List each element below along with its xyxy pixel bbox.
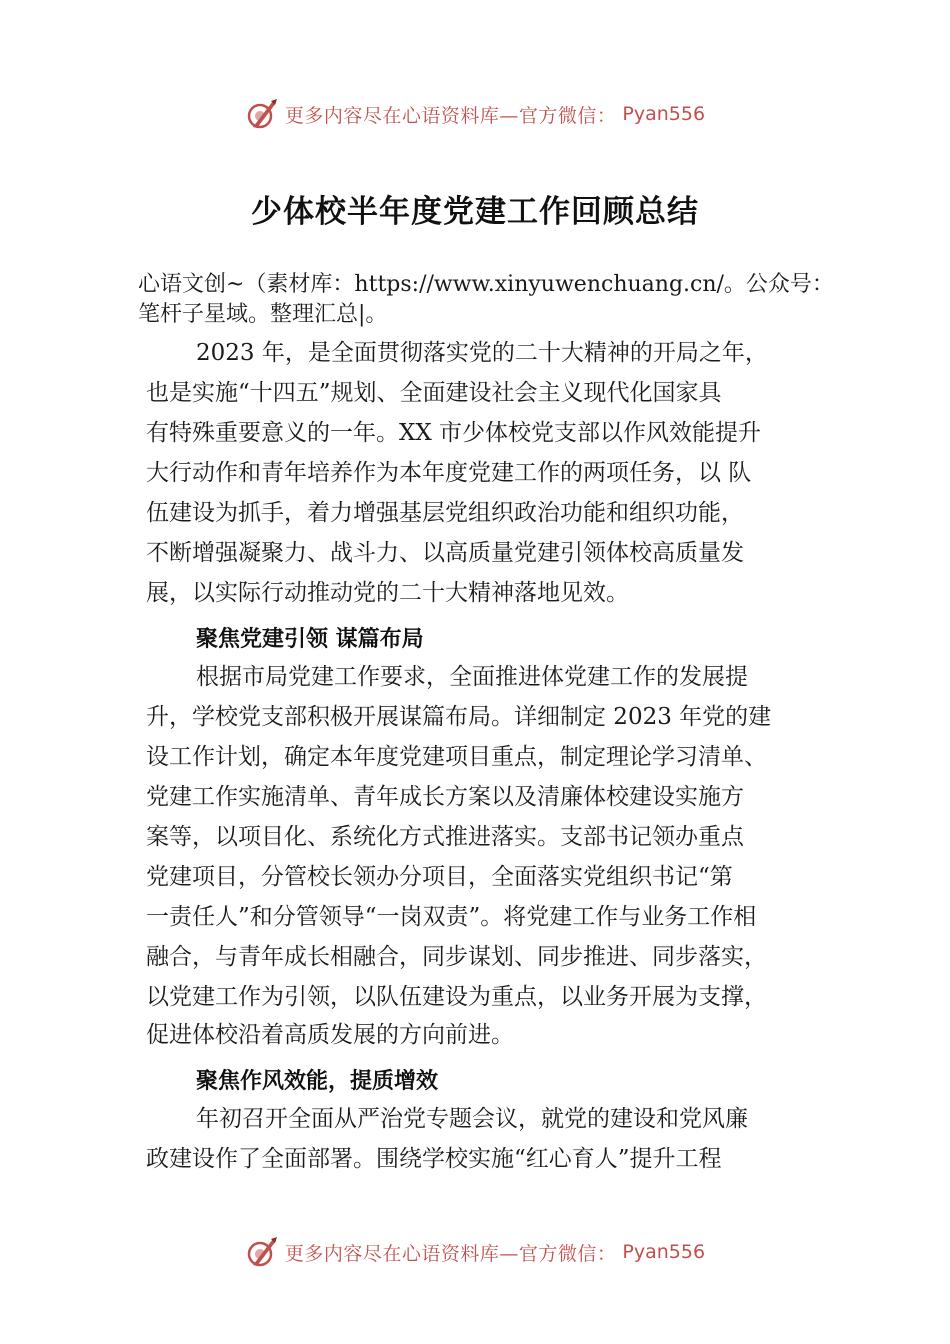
- text-line: 融合，与青年成长相融合，同步谋划、同步推进、同步落实，: [146, 944, 767, 970]
- text-line: 案等，以项目化、系统化方式推进落实。支部书记领办重点: [146, 824, 744, 850]
- banner-text: 更多内容尽在心语资料库—官方微信：: [284, 1242, 617, 1265]
- text-line: 政建设作了全面部署。围绕学校实施“红心育人”提升工程: [146, 1146, 722, 1172]
- text-line: 党建项目，分管校长领办分项目，全面落实党组织书记“第: [146, 864, 733, 890]
- banner-wechat-id: Pyan556: [622, 1241, 706, 1263]
- banner-text: 更多内容尽在心语资料库—官方微信：: [284, 104, 617, 127]
- text-line: 有特殊重要意义的一年。XX 市少体校党支部以作风效能提升: [146, 420, 762, 446]
- text-line: 大行动作和青年培养作为本年度党建工作的两项任务，以 队: [146, 460, 752, 486]
- document-title: 少体校半年度党建工作回顾总结: [251, 194, 699, 230]
- section-heading: 聚焦党建引领 谋篇布局: [196, 627, 424, 652]
- brush-logo-icon: [245, 1235, 279, 1269]
- source-note: 心语文创~（素材库：https://www.xinyuwenchuang.cn/。公众号：笔杆子星域。整理汇总|。: [138, 272, 834, 327]
- text-line: 根据市局党建工作要求，全面推进体党建工作的发展提: [196, 664, 748, 690]
- text-line: 也是实施“十四五”规划、全面建设社会主义现代化国家具: [146, 380, 722, 406]
- section-heading: 聚焦作风效能，提质增效: [196, 1069, 439, 1094]
- brush-logo-icon: [245, 97, 279, 131]
- text-line: 伍建设为抓手，着力增强基层党组织政治功能和组织功能，: [146, 500, 744, 526]
- text-line: 2023 年，是全面贯彻落实党的二十大精神的开局之年，: [196, 340, 768, 366]
- text-line: 促进体校沿着高质发展的方向前进。: [146, 1022, 514, 1048]
- banner-wechat-id: Pyan556: [622, 103, 706, 125]
- text-line: 党建工作实施清单、青年成长方案以及清廉体校建设实施方: [146, 784, 744, 810]
- text-line: 以党建工作为引领，以队伍建设为重点，以业务开展为支撑，: [146, 984, 767, 1010]
- text-line: 年初召开全面从严治党专题会议，就党的建设和党风廉: [196, 1106, 748, 1132]
- text-line: 展，以实际行动推动党的二十大精神落地见效。: [146, 580, 629, 606]
- text-line: 不断增强凝聚力、战斗力、以高质量党建引领体校高质量发: [146, 540, 744, 566]
- text-line: 一责任人”和分管领导“一岗双责”。将党建工作与业务工作相: [146, 904, 757, 930]
- header-banner: [0, 94, 950, 134]
- text-line: 升，学校党支部积极开展谋篇布局。详细制定 2023 年党的建: [146, 704, 772, 730]
- footer-banner: [0, 1232, 950, 1272]
- text-line: 设工作计划，确定本年度党建项目重点，制定理论学习清单、: [146, 744, 767, 770]
